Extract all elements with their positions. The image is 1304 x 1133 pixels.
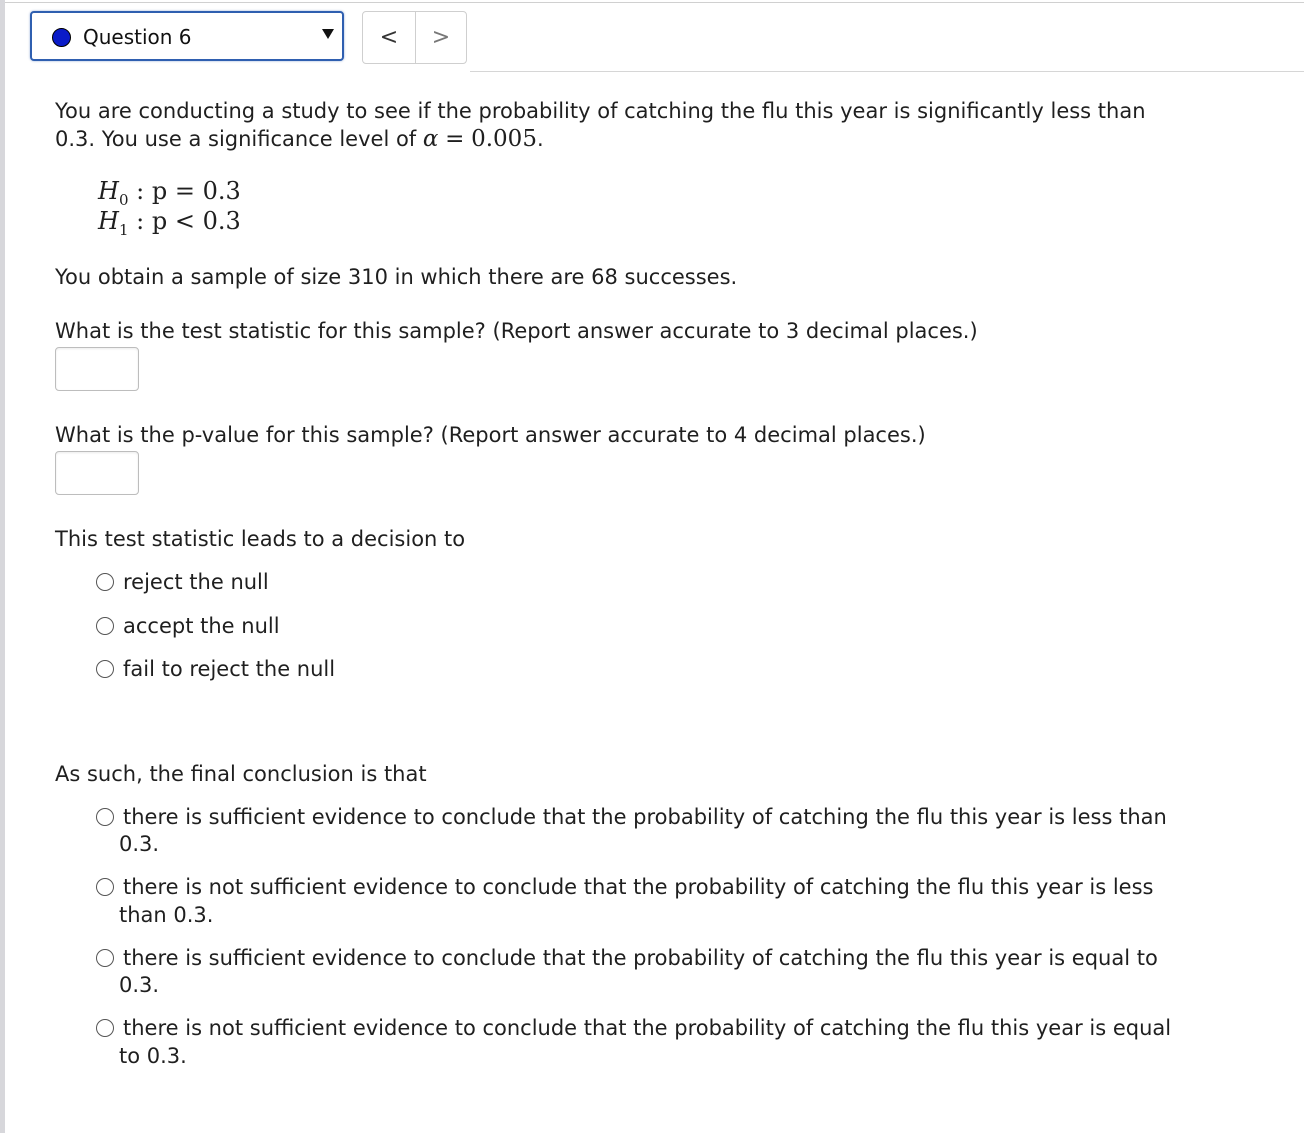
question-select[interactable]	[30, 11, 344, 61]
conclusion-option-2[interactable]	[96, 875, 1154, 899]
decision-option-label: accept the null	[123, 614, 280, 638]
h0-letter: H	[98, 177, 119, 205]
decision-prompt: This test statistic leads to a decision to	[55, 527, 466, 551]
radio-button[interactable]	[96, 617, 114, 635]
decision-option-reject[interactable]	[96, 570, 269, 594]
conclusion-option-1[interactable]	[96, 805, 1167, 829]
decision-option-label: fail to reject the null	[123, 657, 336, 681]
radio-button[interactable]	[96, 808, 114, 826]
question-select-label: Question 6	[83, 25, 192, 49]
conclusion-option-label: there is not sufficient evidence to conclude that the probability of catching the flu this year is equal	[123, 1016, 1172, 1040]
radio-button[interactable]	[96, 1019, 114, 1037]
conclusion-option-3-cont: 0.3.	[119, 973, 160, 997]
test-statistic-input[interactable]	[55, 347, 139, 391]
previous-question-button[interactable]: <	[363, 12, 416, 63]
null-hypothesis	[98, 177, 241, 209]
test-statistic-question: What is the test statistic for this sample? (Report answer accurate to 3 decimal places.)	[55, 319, 978, 343]
decision-option-fail-to-reject[interactable]	[96, 657, 335, 681]
conclusion-prompt: As such, the final conclusion is that	[55, 762, 427, 786]
question-nav	[362, 11, 467, 64]
conclusion-option-label: there is sufficient evidence to conclude that the probability of catching the flu this year is equal to	[123, 946, 1158, 970]
h1-letter: H	[98, 207, 119, 235]
conclusion-option-label: there is not sufficient evidence to conclude that the probability of catching the flu this year is less	[123, 875, 1154, 899]
p-value-question: What is the p-value for this sample? (Report answer accurate to 4 decimal places.)	[55, 423, 926, 447]
h1-expression: : p < 0.3	[136, 207, 241, 235]
conclusion-option-3[interactable]	[96, 946, 1158, 970]
alternative-hypothesis	[98, 207, 241, 239]
radio-button[interactable]	[96, 660, 114, 678]
top-divider	[5, 2, 1304, 3]
left-border	[0, 0, 5, 1133]
conclusion-option-4[interactable]	[96, 1016, 1171, 1040]
decision-option-accept[interactable]	[96, 614, 280, 638]
conclusion-option-label: there is sufficient evidence to conclude that the probability of catching the flu this year is less than	[123, 805, 1167, 829]
alpha-value: 0.005	[471, 126, 537, 152]
nav-divider	[470, 71, 1304, 72]
decision-option-label: reject the null	[123, 570, 269, 594]
alpha-equals: =	[445, 126, 465, 152]
sample-description: You obtain a sample of size 310 in which there are 68 successes.	[55, 265, 738, 289]
next-question-button[interactable]: >	[431, 25, 451, 50]
p-value-input[interactable]	[55, 451, 139, 495]
conclusion-option-4-cont: to 0.3.	[119, 1044, 187, 1068]
h1-subscript: 1	[118, 220, 129, 239]
radio-button[interactable]	[96, 949, 114, 967]
h0-subscript: 0	[118, 190, 129, 209]
intro-period: .	[536, 127, 544, 151]
intro-line-1: You are conducting a study to see if the probability of catching the flu this year is significantly less than	[55, 99, 1146, 123]
dropdown-caret-icon	[322, 29, 334, 39]
conclusion-option-1-cont: 0.3.	[119, 832, 160, 856]
radio-button[interactable]	[96, 878, 114, 896]
question-status-dot-icon	[52, 28, 71, 47]
radio-button[interactable]	[96, 573, 114, 591]
intro-line-2-text: 0.3. You use a significance level of	[55, 127, 417, 151]
h0-expression: : p = 0.3	[136, 177, 241, 205]
alpha-symbol: α	[422, 126, 439, 152]
intro-line-2	[55, 126, 544, 152]
conclusion-option-2-cont: than 0.3.	[119, 903, 214, 927]
